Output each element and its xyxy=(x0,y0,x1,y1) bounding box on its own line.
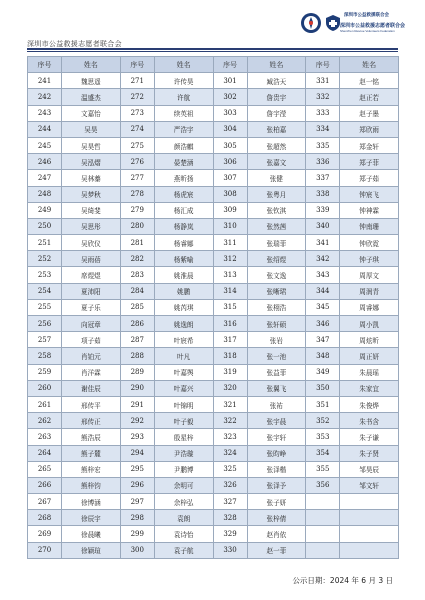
serial-number-cell: 271 xyxy=(120,73,154,89)
serial-number-cell: 270 xyxy=(28,542,62,558)
serial-number-cell: 244 xyxy=(28,121,62,137)
serial-number-cell: 323 xyxy=(213,429,247,445)
volunteer-name-cell: 叶凡 xyxy=(154,348,213,364)
volunteer-name-cell: 姚淮晨 xyxy=(154,267,213,283)
table-row xyxy=(28,137,399,153)
volunteer-name-cell: 詹宇滢 xyxy=(247,105,306,121)
volunteer-name-cell: 张益菲 xyxy=(247,364,306,380)
serial-number-cell: 274 xyxy=(120,121,154,137)
page-header xyxy=(0,0,425,52)
volunteer-name-cell: 赵正若 xyxy=(340,89,399,105)
volunteer-name-cell: 颜浩麒 xyxy=(154,137,213,153)
serial-number-cell: 355 xyxy=(306,461,340,477)
serial-number-cell: 264 xyxy=(28,445,62,461)
volunteer-name-cell: 杨紫喻 xyxy=(154,251,213,267)
serial-number-cell: 316 xyxy=(213,316,247,332)
volunteer-name-cell xyxy=(340,510,399,526)
table-row xyxy=(28,170,399,186)
publication-date: 公示日期：2024 年 6 月 3 日 xyxy=(292,576,393,585)
column-header: 姓名 xyxy=(340,57,399,73)
volunteer-name-cell: 吴梦秋 xyxy=(62,186,121,202)
serial-number-cell: 330 xyxy=(213,542,247,558)
volunteer-name-cell: 袁子航 xyxy=(154,542,213,558)
volunteer-name-cell: 邹昊辰 xyxy=(340,461,399,477)
serial-number-cell: 354 xyxy=(306,445,340,461)
volunteer-name-cell: 魏思遥 xyxy=(62,73,121,89)
volunteer-name-cell: 张祐 xyxy=(247,396,306,412)
serial-number-cell: 284 xyxy=(120,283,154,299)
volunteer-name-cell: 郑欣雨 xyxy=(340,121,399,137)
serial-number-cell: 286 xyxy=(120,316,154,332)
serial-number-cell: 257 xyxy=(28,332,62,348)
column-header: 姓名 xyxy=(247,57,306,73)
serial-number-cell: 275 xyxy=(120,137,154,153)
table-row xyxy=(28,267,399,283)
serial-number-cell: 243 xyxy=(28,105,62,121)
volunteer-name-cell: 张昀峥 xyxy=(247,445,306,461)
serial-number-cell: 296 xyxy=(120,477,154,493)
volunteer-name-cell: 温盛杰 xyxy=(62,89,121,105)
serial-number-cell: 331 xyxy=(306,73,340,89)
table-row xyxy=(28,299,399,315)
volunteer-name-cell: 徐颖瑄 xyxy=(62,542,121,558)
serial-number-cell: 265 xyxy=(28,461,62,477)
volunteer-name-cell: 臧浩天 xyxy=(247,73,306,89)
serial-number-cell: 256 xyxy=(28,316,62,332)
serial-number-cell: 247 xyxy=(28,170,62,186)
volunteer-name-cell: 赵一菲 xyxy=(247,542,306,558)
volunteer-name-cell: 张嘉文 xyxy=(247,154,306,170)
serial-number-cell: 351 xyxy=(306,396,340,412)
serial-number-cell: 283 xyxy=(120,267,154,283)
serial-number-cell: 241 xyxy=(28,73,62,89)
volunteer-name-cell: 周厚文 xyxy=(340,267,399,283)
serial-number-cell: 348 xyxy=(306,348,340,364)
table-row xyxy=(28,121,399,137)
column-header: 序号 xyxy=(120,57,154,73)
table-row xyxy=(28,218,399,234)
volunteer-name-cell: 续英祖 xyxy=(154,105,213,121)
volunteer-name-cell: 叶嘉兴 xyxy=(154,380,213,396)
logo-english-text: Shenzhen Rescue Volunteers Federation xyxy=(340,29,395,33)
volunteer-roster-table xyxy=(27,56,399,559)
table-row xyxy=(28,396,399,412)
serial-number-cell: 324 xyxy=(213,445,247,461)
volunteer-name-cell: 周小凯 xyxy=(340,316,399,332)
volunteer-name-cell: 朱书含 xyxy=(340,413,399,429)
serial-number-cell: 255 xyxy=(28,299,62,315)
serial-number-cell: 249 xyxy=(28,202,62,218)
serial-number-cell: 295 xyxy=(120,461,154,477)
serial-number-cell: 342 xyxy=(306,251,340,267)
serial-number-cell: 350 xyxy=(306,380,340,396)
volunteer-name-cell: 袁朗 xyxy=(154,510,213,526)
volunteer-name-cell: 余梓弘 xyxy=(154,494,213,510)
serial-number-cell: 273 xyxy=(120,105,154,121)
column-header: 姓名 xyxy=(62,57,121,73)
table-row xyxy=(28,235,399,251)
table-row xyxy=(28,89,399,105)
serial-number-cell: 250 xyxy=(28,218,62,234)
serial-number-cell: 353 xyxy=(306,429,340,445)
volunteer-name-cell: 赵子墨 xyxy=(340,105,399,121)
volunteer-name-cell: 吴昊 xyxy=(62,121,121,137)
volunteer-name-cell: 杨静岚 xyxy=(154,218,213,234)
volunteer-name-cell: 吴欣仪 xyxy=(62,235,121,251)
serial-number-cell: 268 xyxy=(28,510,62,526)
volunteer-name-cell: 严浩宇 xyxy=(154,121,213,137)
serial-number-cell: 305 xyxy=(213,137,247,153)
serial-number-cell: 304 xyxy=(213,121,247,137)
serial-number-cell: 276 xyxy=(120,154,154,170)
serial-number-cell: 308 xyxy=(213,186,247,202)
volunteer-name-cell: 朱子贤 xyxy=(340,445,399,461)
volunteer-name-cell: 熊梓宏 xyxy=(62,461,121,477)
serial-number-cell: 290 xyxy=(120,380,154,396)
volunteer-name-cell: 张钦淇 xyxy=(247,202,306,218)
volunteer-name-cell: 钟神霖 xyxy=(340,202,399,218)
table-row xyxy=(28,542,399,558)
volunteer-name-cell: 朱晨瑶 xyxy=(340,364,399,380)
serial-number-cell: 251 xyxy=(28,235,62,251)
serial-number-cell: 280 xyxy=(120,218,154,234)
serial-number-cell: 317 xyxy=(213,332,247,348)
serial-number-cell xyxy=(306,526,340,542)
logo-group xyxy=(300,6,406,42)
serial-number-cell: 334 xyxy=(306,121,340,137)
volunteer-name-cell: 赵肖依 xyxy=(247,526,306,542)
volunteer-name-cell: 张岩 xyxy=(247,332,306,348)
table-row xyxy=(28,202,399,218)
serial-number-cell: 285 xyxy=(120,299,154,315)
serial-number-cell: 301 xyxy=(213,73,247,89)
volunteer-name-cell: 邹文轩 xyxy=(340,477,399,493)
table-row xyxy=(28,316,399,332)
volunteer-name-cell: 张宇晨 xyxy=(247,413,306,429)
serial-number-cell: 266 xyxy=(28,477,62,493)
volunteer-name-cell: 殷星梓 xyxy=(154,429,213,445)
serial-number-cell: 339 xyxy=(306,202,340,218)
volunteer-name-cell: 吴昊哲 xyxy=(62,137,121,153)
serial-number-cell: 267 xyxy=(28,494,62,510)
serial-number-cell: 291 xyxy=(120,396,154,412)
table-row xyxy=(28,494,399,510)
column-header: 序号 xyxy=(213,57,247,73)
serial-number-cell: 292 xyxy=(120,413,154,429)
volunteer-name-cell: 姚鹏 xyxy=(154,283,213,299)
volunteer-name-cell: 项子茹 xyxy=(62,332,121,348)
table-row xyxy=(28,283,399,299)
emblem-icon xyxy=(300,12,322,34)
volunteer-name-cell: 朱家宜 xyxy=(340,380,399,396)
serial-number-cell: 329 xyxy=(213,526,247,542)
header-rule-thick xyxy=(27,48,398,50)
volunteer-name-cell: 周睿娜 xyxy=(340,299,399,315)
logo-main-text: 深圳市公益救援志愿者联合会 xyxy=(340,23,406,29)
volunteer-name-cell: 张梓倩 xyxy=(247,510,306,526)
table-row xyxy=(28,186,399,202)
table-row xyxy=(28,461,399,477)
serial-number-cell: 259 xyxy=(28,364,62,380)
volunteer-name-cell: 邢传平 xyxy=(62,396,121,412)
volunteer-name-cell: 张宇轩 xyxy=(247,429,306,445)
volunteer-name-cell: 徐晨曦 xyxy=(62,526,121,542)
serial-number-cell: 263 xyxy=(28,429,62,445)
serial-number-cell: 297 xyxy=(120,494,154,510)
volunteer-name-cell: 张瑞菲 xyxy=(247,235,306,251)
serial-number-cell: 325 xyxy=(213,461,247,477)
serial-number-cell: 289 xyxy=(120,364,154,380)
volunteer-name-cell: 许航 xyxy=(154,89,213,105)
serial-number-cell: 254 xyxy=(28,283,62,299)
volunteer-name-cell: 张然茜 xyxy=(247,218,306,234)
volunteer-name-cell: 郑金轩 xyxy=(340,137,399,153)
serial-number-cell: 346 xyxy=(306,316,340,332)
volunteer-name-cell: 文嘉怡 xyxy=(62,105,121,121)
volunteer-name-cell: 熊子麓 xyxy=(62,445,121,461)
serial-number-cell: 282 xyxy=(120,251,154,267)
volunteer-name-cell: 周炫昕 xyxy=(340,332,399,348)
table-row xyxy=(28,413,399,429)
serial-number-cell: 356 xyxy=(306,477,340,493)
volunteer-name-cell: 余明可 xyxy=(154,477,213,493)
volunteer-name-cell: 张栩浩 xyxy=(247,299,306,315)
volunteer-name-cell: 张文逸 xyxy=(247,267,306,283)
volunteer-name-cell: 吴绮斐 xyxy=(62,202,121,218)
column-header: 序号 xyxy=(28,57,62,73)
table-row xyxy=(28,526,399,542)
serial-number-cell: 332 xyxy=(306,89,340,105)
serial-number-cell: 340 xyxy=(306,218,340,234)
serial-number-cell: 341 xyxy=(306,235,340,251)
volunteer-name-cell: 张泽予 xyxy=(247,477,306,493)
volunteer-name-cell: 赵一铭 xyxy=(340,73,399,89)
volunteer-name-cell: 席煜煜 xyxy=(62,267,121,283)
volunteer-name-cell: 肖洋霖 xyxy=(62,364,121,380)
serial-number-cell: 312 xyxy=(213,251,247,267)
serial-number-cell: 248 xyxy=(28,186,62,202)
table-row xyxy=(28,364,399,380)
logo-top-text: 深圳市公益救援联合会 xyxy=(344,12,389,17)
serial-number-cell: 337 xyxy=(306,170,340,186)
column-header: 姓名 xyxy=(154,57,213,73)
volunteer-name-cell: 熊浩辰 xyxy=(62,429,121,445)
volunteer-name-cell: 尹浩璇 xyxy=(154,445,213,461)
volunteer-name-cell xyxy=(340,494,399,510)
serial-number-cell: 258 xyxy=(28,348,62,364)
table-row xyxy=(28,445,399,461)
volunteer-name-cell: 张翼飞 xyxy=(247,380,306,396)
volunteer-name-cell: 钟南珊 xyxy=(340,218,399,234)
header-org-name: 深圳市公益救援志愿者联合会 xyxy=(27,40,122,48)
serial-number-cell xyxy=(306,542,340,558)
serial-number-cell xyxy=(306,510,340,526)
table-body xyxy=(28,73,399,559)
volunteer-name-cell: 杨虎宸 xyxy=(154,186,213,202)
serial-number-cell: 303 xyxy=(213,105,247,121)
serial-number-cell: 335 xyxy=(306,137,340,153)
serial-number-cell: 279 xyxy=(120,202,154,218)
volunteer-name-cell xyxy=(340,542,399,558)
serial-number-cell: 309 xyxy=(213,202,247,218)
serial-number-cell: 319 xyxy=(213,364,247,380)
volunteer-name-cell: 詹贵宇 xyxy=(247,89,306,105)
serial-number-cell: 310 xyxy=(213,218,247,234)
serial-number-cell: 281 xyxy=(120,235,154,251)
volunteer-name-cell: 杨汇成 xyxy=(154,202,213,218)
table-row xyxy=(28,73,399,89)
serial-number-cell: 246 xyxy=(28,154,62,170)
volunteer-name-cell: 邢传正 xyxy=(62,413,121,429)
volunteer-name-cell xyxy=(340,526,399,542)
serial-number-cell: 326 xyxy=(213,477,247,493)
serial-number-cell: 277 xyxy=(120,170,154,186)
volunteer-name-cell: 肖铂元 xyxy=(62,348,121,364)
serial-number-cell: 314 xyxy=(213,283,247,299)
volunteer-name-cell: 张健 xyxy=(247,170,306,186)
volunteer-name-cell: 姚芮琪 xyxy=(154,299,213,315)
serial-number-cell: 336 xyxy=(306,154,340,170)
volunteer-name-cell: 许传昊 xyxy=(154,73,213,89)
volunteer-name-cell: 钟欣霓 xyxy=(340,235,399,251)
volunteer-name-cell: 周润青 xyxy=(340,283,399,299)
volunteer-name-cell: 张一池 xyxy=(247,348,306,364)
table-row xyxy=(28,348,399,364)
serial-number-cell: 293 xyxy=(120,429,154,445)
serial-number-cell: 269 xyxy=(28,526,62,542)
table-header-row xyxy=(28,57,399,73)
volunteer-name-cell: 徐博涵 xyxy=(62,494,121,510)
serial-number-cell: 349 xyxy=(306,364,340,380)
serial-number-cell: 313 xyxy=(213,267,247,283)
table-row xyxy=(28,510,399,526)
volunteer-name-cell: 张泽楷 xyxy=(247,461,306,477)
serial-number-cell: 347 xyxy=(306,332,340,348)
volunteer-name-cell: 吴思彤 xyxy=(62,218,121,234)
serial-number-cell: 320 xyxy=(213,380,247,396)
volunteer-name-cell: 叶宸希 xyxy=(154,332,213,348)
volunteer-name-cell: 张子妍 xyxy=(247,494,306,510)
volunteer-name-cell: 叶嘉舆 xyxy=(154,364,213,380)
serial-number-cell: 300 xyxy=(120,542,154,558)
serial-number-cell: 343 xyxy=(306,267,340,283)
volunteer-name-cell: 钟宸飞 xyxy=(340,186,399,202)
volunteer-name-cell: 朱子谦 xyxy=(340,429,399,445)
serial-number-cell: 333 xyxy=(306,105,340,121)
volunteer-name-cell: 张晰珺 xyxy=(247,283,306,299)
serial-number-cell: 302 xyxy=(213,89,247,105)
serial-number-cell: 262 xyxy=(28,413,62,429)
serial-number-cell: 287 xyxy=(120,332,154,348)
volunteer-name-cell: 燕昕扬 xyxy=(154,170,213,186)
volunteer-name-cell: 朱俊烨 xyxy=(340,396,399,412)
table-row xyxy=(28,154,399,170)
serial-number-cell: 315 xyxy=(213,299,247,315)
table-row xyxy=(28,251,399,267)
serial-number-cell: 294 xyxy=(120,445,154,461)
volunteer-name-cell: 钟子琪 xyxy=(340,251,399,267)
table-row xyxy=(28,477,399,493)
volunteer-name-cell: 向冠章 xyxy=(62,316,121,332)
column-header: 序号 xyxy=(306,57,340,73)
serial-number-cell: 352 xyxy=(306,413,340,429)
serial-number-cell xyxy=(306,494,340,510)
serial-number-cell: 327 xyxy=(213,494,247,510)
serial-number-cell: 345 xyxy=(306,299,340,315)
serial-number-cell: 338 xyxy=(306,186,340,202)
serial-number-cell: 242 xyxy=(28,89,62,105)
volunteer-name-cell: 姚逸朗 xyxy=(154,316,213,332)
serial-number-cell: 321 xyxy=(213,396,247,412)
volunteer-name-cell: 熊梓钧 xyxy=(62,477,121,493)
serial-number-cell: 278 xyxy=(120,186,154,202)
volunteer-name-cell: 晏楚涵 xyxy=(154,154,213,170)
volunteer-name-cell: 周正妍 xyxy=(340,348,399,364)
volunteer-name-cell: 张柏嘉 xyxy=(247,121,306,137)
serial-number-cell: 322 xyxy=(213,413,247,429)
header-rule-thin xyxy=(27,51,398,52)
serial-number-cell: 306 xyxy=(213,154,247,170)
serial-number-cell: 298 xyxy=(120,510,154,526)
volunteer-name-cell: 夏沛阳 xyxy=(62,283,121,299)
volunteer-name-cell: 杨睿娜 xyxy=(154,235,213,251)
volunteer-name-cell: 谢佳辰 xyxy=(62,380,121,396)
volunteer-name-cell: 张绍煜 xyxy=(247,251,306,267)
volunteer-name-cell: 张超然 xyxy=(247,137,306,153)
volunteer-name-cell: 徐辰宇 xyxy=(62,510,121,526)
serial-number-cell: 252 xyxy=(28,251,62,267)
serial-number-cell: 299 xyxy=(120,526,154,542)
volunteer-name-cell: 叶子毅 xyxy=(154,413,213,429)
serial-number-cell: 307 xyxy=(213,170,247,186)
volunteer-name-cell: 张轩硕 xyxy=(247,316,306,332)
volunteer-name-cell: 尹鹏博 xyxy=(154,461,213,477)
volunteer-name-cell: 袁诗怡 xyxy=(154,526,213,542)
volunteer-name-cell: 张粤月 xyxy=(247,186,306,202)
volunteer-name-cell: 吴雨蓓 xyxy=(62,251,121,267)
volunteer-name-cell: 吴泓熠 xyxy=(62,154,121,170)
serial-number-cell: 261 xyxy=(28,396,62,412)
table-row xyxy=(28,429,399,445)
volunteer-name-cell: 郑子菲 xyxy=(340,154,399,170)
serial-number-cell: 344 xyxy=(306,283,340,299)
serial-number-cell: 245 xyxy=(28,137,62,153)
serial-number-cell: 288 xyxy=(120,348,154,364)
serial-number-cell: 272 xyxy=(120,89,154,105)
serial-number-cell: 318 xyxy=(213,348,247,364)
table-row xyxy=(28,380,399,396)
serial-number-cell: 328 xyxy=(213,510,247,526)
serial-number-cell: 311 xyxy=(213,235,247,251)
serial-number-cell: 260 xyxy=(28,380,62,396)
volunteer-name-cell: 夏子乐 xyxy=(62,299,121,315)
volunteer-name-cell: 叶锦明 xyxy=(154,396,213,412)
table-row xyxy=(28,105,399,121)
volunteer-name-cell: 郑子茹 xyxy=(340,170,399,186)
table-row xyxy=(28,332,399,348)
volunteer-name-cell: 吴林蓁 xyxy=(62,170,121,186)
serial-number-cell: 253 xyxy=(28,267,62,283)
